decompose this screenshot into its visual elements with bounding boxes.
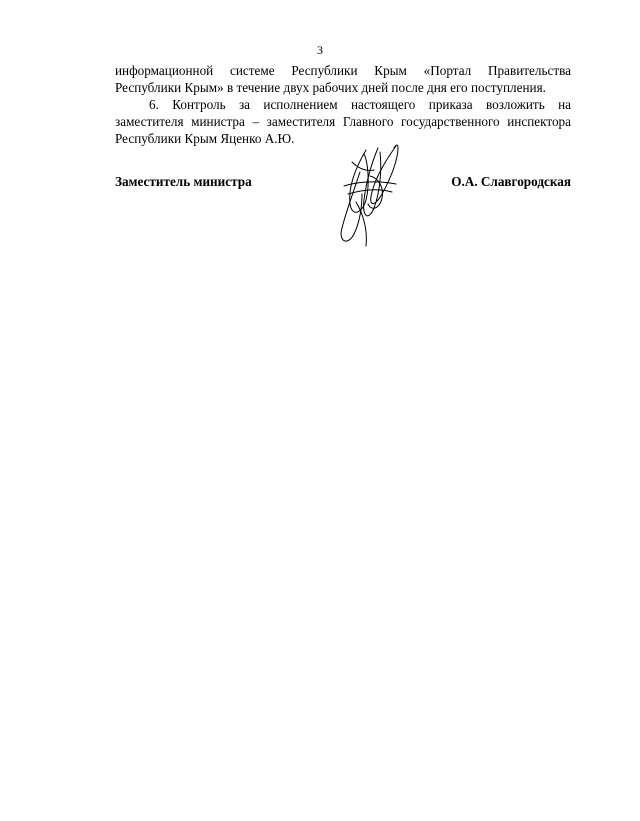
paragraph-item-6: 6. Контроль за исполнением настоящего приказа возложить на заместителя министра – заместителя Главного государственного инспектора Республики Крым Яценко А.Ю. [115,97,571,146]
paragraph-continuation: информационной системе Республики Крым «Портал Правительства Республики Крым» в течение двух рабочих дней после дня его поступления. [115,63,571,95]
document-body [115,62,571,147]
signatory-title: Заместитель министра [115,174,252,189]
signatory-name: О.А. Славгородская [451,174,571,189]
handwritten-signature-icon [326,142,416,252]
page-number: 3 [317,43,323,57]
